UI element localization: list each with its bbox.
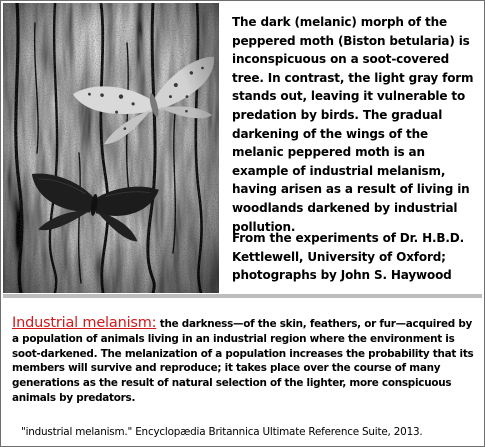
peppered-moth-photo [3, 3, 219, 293]
definition-text [12, 316, 478, 406]
definition-body: the darkness—of the skin, feathers, or fur—acquired by a population of animals living in an industrial region where the environment is soot-darkened. The melanization of a population increases the probability that its members will survive and reproduce; it takes place over the course of many generations as the result of natural selection of the lighter, more conspicuous animals by predators. [12, 318, 474, 404]
photo-credit: From the experiments of Dr. H.B.D. Kettlewell, University of Oxford; photographs by John S. Haywood [232, 231, 465, 283]
definition-term: Industrial melanism: [12, 315, 157, 331]
photo-vignette [3, 3, 219, 293]
photo-caption: The dark (melanic) morph of the peppered moth (Biston betularia) is inconspicuous on a soot-covered tree. In contrast, the light gray form stands out, leaving it vulnerable to predation by birds. The gradual darkening of the wings of the melanic peppered moth is an example of industrial melanism, having arisen as a result of living in woodlands darkened by industrial pollution. [232, 15, 474, 234]
section-divider [3, 294, 482, 298]
caption-panel [221, 3, 482, 293]
definition-panel [3, 299, 482, 444]
source-citation: "industrial melanism." Encyclopædia Britannica Ultimate Reference Suite, 2013. [21, 426, 423, 438]
